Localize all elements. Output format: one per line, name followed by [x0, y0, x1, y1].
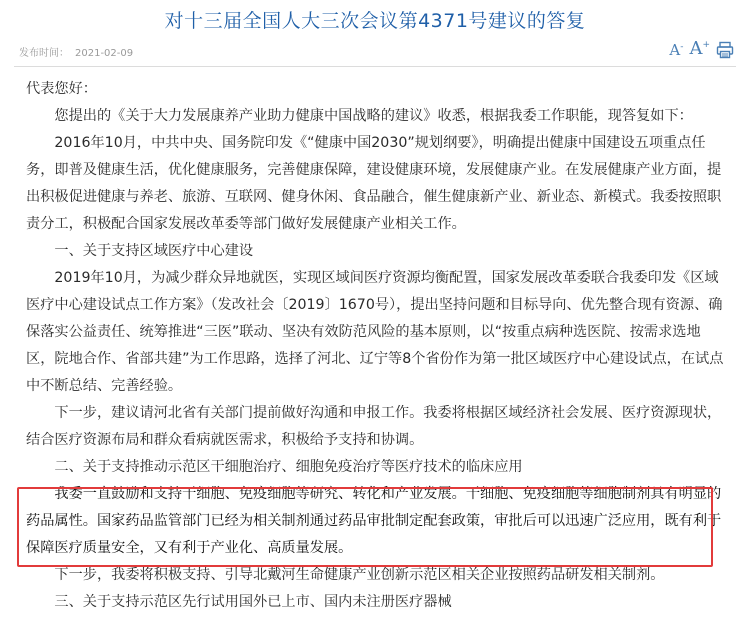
publish-info [19, 44, 133, 59]
red-highlight-box [17, 487, 713, 567]
page-title: 对十三届全国人大三次会议第4371号建议的答复 [164, 10, 586, 32]
paragraph: 下一步，建议请河北省有关部门提前做好沟通和申报工作。我委将根据区域经济社会发展、医疗资源现状，结合医疗资源布局和群众看病就医需求，积极给予支持和协调。 [26, 405, 722, 448]
section-heading: 二、关于支持推动示范区干细胞治疗、细胞免疫治疗等医疗技术的临床应用 [54, 459, 523, 475]
greeting: 代表您好： [26, 81, 97, 97]
toolbar [669, 38, 734, 59]
paragraph: 2019年10月，为减少群众异地就医，实现区域间医疗资源均衡配置，国家发展改革委联合我委印发《区域医疗中心建设试点工作方案》（发改社会〔2019〕1670号），提出坚持问题和目标导向、优先整合现有资源、确保落实公益责任、统筹推进“三医”联动、坚决有效防范风险的基本原则，以“按重点病种选医院、按需求选地区，院地合作、省部共建”为工作思路，选择了河北、辽宁等8个省份作为第一批区域医疗中心建设试点，在试点中不断总结、完善经验。 [26, 270, 724, 394]
publish-label: 发布时间： [19, 48, 69, 59]
print-icon[interactable] [716, 41, 734, 59]
header-divider [14, 66, 736, 67]
section-heading: 一、关于支持区域医疗中心建设 [54, 243, 254, 259]
paragraph: 下一步，我委将积极支持、引导北戴河生命健康产业创新示范区相关企业按照药品研发相关制剂。 [54, 567, 665, 583]
font-decrease-button[interactable]: A- [669, 41, 684, 59]
section-heading: 三、关于支持示范区先行试用国外已上市、国内未注册医疗器械 [54, 594, 452, 610]
paragraph: 您提出的《关于大力发展康养产业助力健康中国战略的建议》收悉，根据我委工作职能，现答复如下： [54, 108, 693, 124]
paragraph: 2016年10月，中共中央、国务院印发《“健康中国2030”规划纲要》，明确提出健康中国建设五项重点任务，即普及健康生活，优化健康服务，完善健康保障，建设健康环境，发展健康产业。在发展健康产业方面，提出积极促进健康与养老、旅游、互联网、健身休闲、食品融合，催生健康新产业、新业态、新模式。我委按照职责分工，积极配合国家发展改革委等部门做好发展健康产业相关工作。 [26, 135, 722, 232]
font-increase-button[interactable]: A+ [689, 38, 710, 59]
publish-date: 2021-02-09 [75, 48, 134, 59]
highlighted-paragraph: 我委一直鼓励和支持干细胞、免疫细胞等研究、转化和产业发展。干细胞、免疫细胞等细胞制剂具有明显的药品属性。国家药品监管部门已经为相关制剂通过药品审批制定配套政策，审批后可以迅速广泛应用，既有利于保障医疗质量安全，又有利于产业化、高质量发展。 [26, 486, 722, 556]
